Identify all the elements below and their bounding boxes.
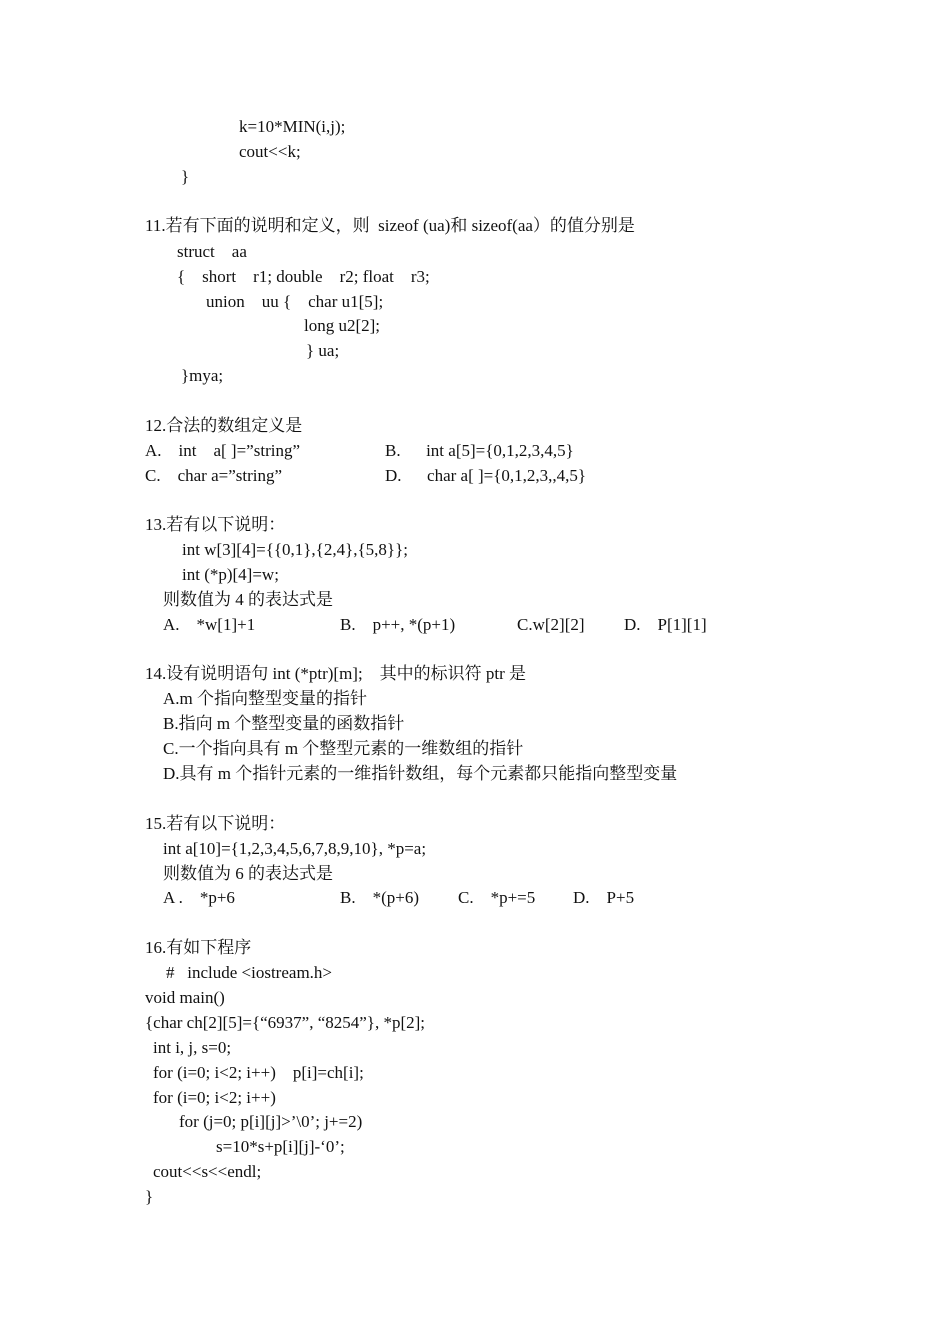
code-line: } ua;	[306, 341, 340, 360]
code-line: for (i=0; i<2; i++) p[i]=ch[i];	[153, 1063, 364, 1082]
option-c: C.一个指向具有 m 个整型元素的一维数组的指针	[163, 739, 524, 758]
code-line: struct aa	[177, 242, 247, 261]
option-d: D. char a[ ]={0,1,2,3,,4,5}	[385, 466, 587, 485]
code-line: int (*p)[4]=w;	[182, 565, 279, 584]
code-line: {char ch[2][5]={“6937”, “8254”}, *p[2];	[145, 1013, 425, 1032]
option-a: A. int a[ ]=”string”	[145, 441, 300, 460]
option-a: A.m 个指向整型变量的指针	[163, 689, 367, 708]
code-line: # include <iostream.h>	[166, 963, 332, 982]
question-15-ask: 则数值为 6 的表达式是	[163, 864, 333, 883]
option-b: B. int a[5]={0,1,2,3,4,5}	[385, 441, 574, 460]
question-14-title: 14.设有说明语句 int (*ptr)[m]; 其中的标识符 ptr 是	[145, 664, 527, 683]
code-line: for (i=0; i<2; i++)	[153, 1088, 276, 1107]
option-c: C. *p+=5	[458, 888, 536, 907]
code-line: int w[3][4]={{0,1},{2,4},{5,8}};	[182, 540, 408, 559]
question-13-ask: 则数值为 4 的表达式是	[163, 590, 333, 609]
option-a: A. *w[1]+1	[163, 615, 256, 634]
code-line: for (j=0; p[i][j]>’\0’; j+=2)	[179, 1112, 363, 1131]
option-d: D. P[1][1]	[624, 615, 707, 634]
option-b: B. *(p+6)	[340, 888, 419, 907]
code-line: int a[10]={1,2,3,4,5,6,7,8,9,10}, *p=a;	[163, 839, 427, 858]
question-13-title: 13.若有以下说明：	[145, 515, 286, 534]
code-line: cout<<s<<endl;	[153, 1162, 262, 1181]
option-d: D. P+5	[573, 888, 635, 907]
question-12-title: 12.合法的数组定义是	[145, 416, 303, 435]
code-line: }	[181, 167, 190, 186]
code-line: { short r1; double r2; float r3;	[177, 267, 430, 286]
option-d: D.具有 m 个指针元素的一维指针数组，每个元素都只能指向整型变量	[163, 764, 678, 783]
code-line: long u2[2];	[304, 316, 381, 335]
option-c: C.w[2][2]	[517, 615, 585, 634]
option-b: B.指向 m 个整型变量的函数指针	[163, 714, 405, 733]
code-line: int i, j, s=0;	[153, 1038, 232, 1057]
code-line: }mya;	[181, 366, 224, 385]
code-line: union uu { char u1[5];	[206, 292, 384, 311]
code-line: k=10*MIN(i,j);	[239, 117, 346, 136]
question-15-title: 15.若有以下说明：	[145, 814, 286, 833]
option-a: A . *p+6	[163, 888, 235, 907]
code-line: cout<<k;	[239, 142, 301, 161]
code-line: s=10*s+p[i][j]-‘0’;	[216, 1137, 345, 1156]
code-line: }	[145, 1187, 154, 1206]
question-11-title: 11.若有下面的说明和定义，则 sizeof (ua)和 sizeof(aa）的值分别是	[145, 216, 635, 235]
option-c: C. char a=”string”	[145, 466, 283, 485]
question-16-title: 16.有如下程序	[145, 938, 252, 957]
option-b: B. p++, *(p+1)	[340, 615, 456, 634]
code-line: void main()	[145, 988, 225, 1007]
